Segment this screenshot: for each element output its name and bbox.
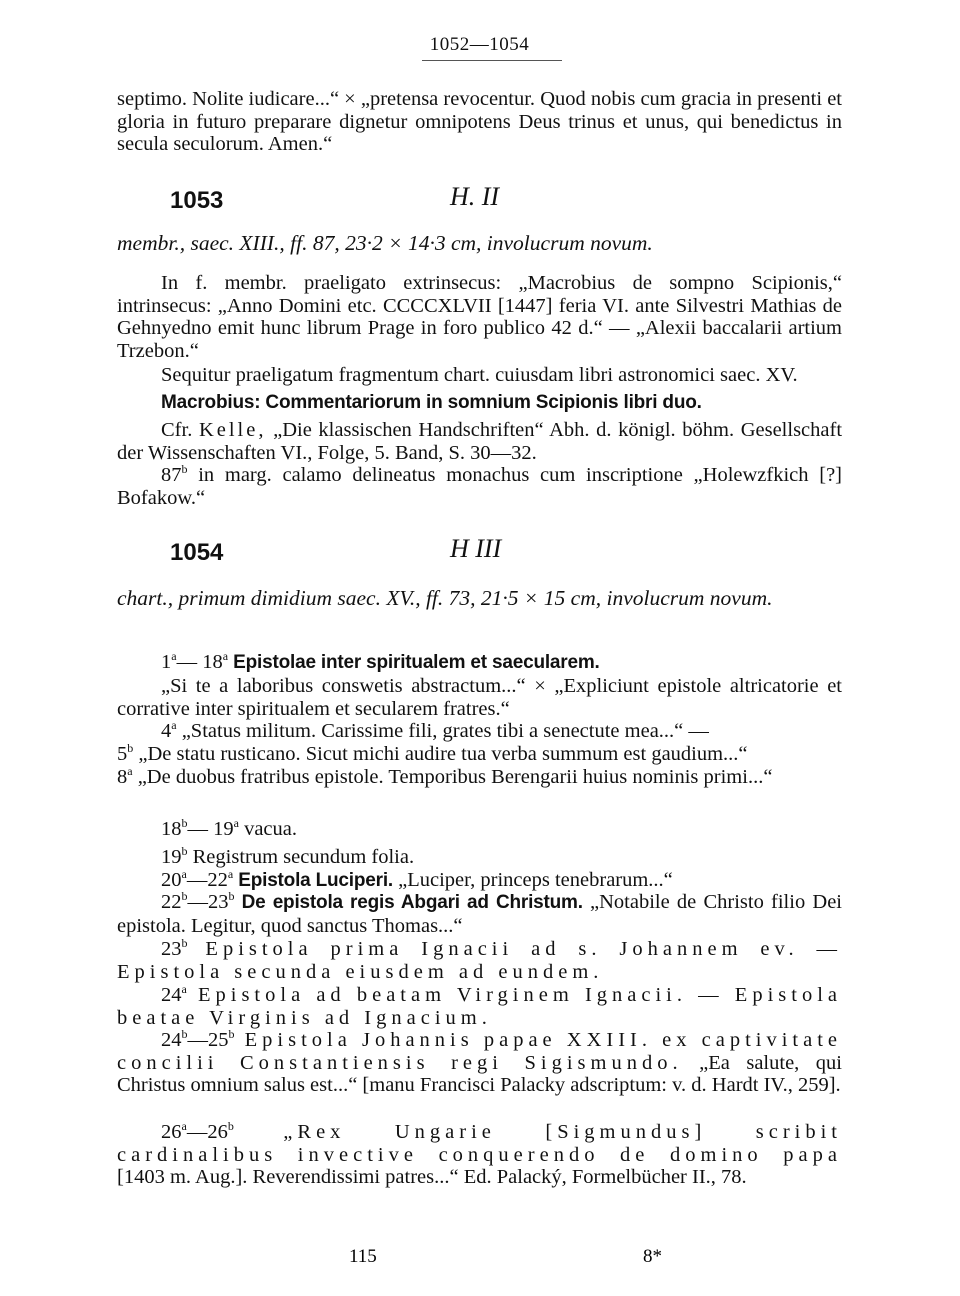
shelfmark-1053: H. II — [450, 182, 500, 211]
folio-range: —26 — [186, 1121, 228, 1143]
item-text: „De statu rusticano. Sicut michi audire tua verba summum est gaudium...“ — [133, 743, 748, 765]
item-text: „Status militum. Carissime fili, grates tibi a senectute mea...“ — — [176, 720, 709, 742]
page-number: 115 — [349, 1246, 377, 1267]
folio-side: a — [171, 649, 177, 664]
cfr-author: Kelle, — [198, 419, 267, 441]
folio-side: b — [228, 1027, 235, 1042]
cfr-1053 — [117, 419, 842, 464]
folio-ref: 24 — [161, 1029, 182, 1051]
folio-ref: 20 — [161, 869, 182, 891]
folio-ref: 1 — [161, 651, 172, 673]
folio-range: —23 — [187, 891, 229, 913]
folio-side: a — [181, 1119, 187, 1134]
prev-entry-text: septimo. Nolite iudicare...“ × „pretensa revocentur. Quod nobis cum gracia in presenti et gloria in futuro preparare dignetur omnipotens Deus trinus et unus, qui benedictus in secula seculorum. Amen.“ — [117, 88, 842, 155]
cfr-text: „Die klassischen Handschriften“ Abh. d. königl. böhm. Gesellschaft der Wissenschaften VI., Folge, 5. Band, S. 30—32. — [117, 419, 843, 464]
item-22b-23b — [117, 891, 842, 937]
folio-ref: 5 — [117, 743, 128, 765]
folio-side: a — [171, 718, 177, 733]
folio-range: —25 — [187, 1029, 229, 1051]
item-text: [1403 m. Aug.]. Reverendissimi patres...“ Ed. Palacký, Formelbücher II., 78. — [117, 1166, 747, 1188]
folio-side: b — [181, 844, 188, 859]
marginal-note-1053 — [117, 464, 842, 509]
folio-ref: 18 — [161, 818, 182, 840]
work-title: Epistola Luciperi. — [233, 870, 393, 891]
folio-side: b — [227, 1119, 234, 1134]
item-24b-25b — [117, 1029, 842, 1097]
item-8a — [117, 766, 842, 789]
folio-side: b — [181, 462, 188, 477]
item-26a-26b — [117, 1121, 842, 1189]
folio-range: — 19 — [187, 818, 234, 840]
spaced-title: Epistola ad beatam Virginem Ignacii. — Epistola beatae Virginis ad Ignacium. — [117, 984, 842, 1029]
item-text: vacua. — [238, 818, 297, 840]
folio-side: b — [127, 741, 134, 756]
folio-ref: 26 — [161, 1121, 182, 1143]
item-text: „Luciper, princeps tenebrarum...“ — [393, 869, 673, 891]
note-1053-fragment: Sequitur praeligatum fragmentum chart. cuiusdam libri astronomici saec. XV. — [161, 364, 798, 386]
item-23b — [117, 938, 842, 983]
folio-side: b — [181, 1027, 188, 1042]
folio-ref: 24 — [161, 984, 182, 1006]
folio-ref: 87 — [161, 464, 182, 486]
item-1-18 — [117, 651, 842, 675]
folio-side: a — [181, 867, 187, 882]
folio-ref: 4 — [161, 720, 172, 742]
folio-side: a — [233, 816, 239, 831]
item-text: „Notabile de Christo filio Dei epistola. Legitur, quod sanctus Thomas...“ — [117, 891, 842, 937]
title-1053: Macrobius: Commentariorum in somnium Scipionis libri duo. — [161, 392, 702, 413]
item-text: „De duobus fratribus epistole. Temporibus Berengarii huius nominis primi...“ — [132, 766, 773, 788]
description-1054: chart., primum dimidium saec. XV., ff. 73, 21·5 × 15 cm, involucrum novum. — [117, 586, 773, 610]
folio-ref: 22 — [161, 891, 182, 913]
entry-number-1054: 1054 — [170, 539, 224, 566]
signature-mark: 8* — [643, 1246, 662, 1267]
folio-side: b — [228, 889, 235, 904]
item-24a — [117, 984, 842, 1029]
entry-number-1053: 1053 — [170, 187, 224, 214]
item-text: „Ea salute, qui Christus omnium salus est...“ [manu Francisci Palacky adscriptum: v. d. Hardt IV., 259]. — [117, 1051, 843, 1096]
folio-range: —22 — [186, 869, 228, 891]
spaced-title: Epistola Johannis papae XXIII. ex captivitate concilii Constantiensis regi Sigismundo. — [117, 1029, 842, 1074]
folio-ref: 8 — [117, 766, 128, 788]
cfr-prefix: Cfr. — [161, 419, 193, 441]
work-title: De epistola regis Abgari ad Christum. — [234, 892, 583, 913]
work-title: Epistolae inter spiritualem et saecularem. — [233, 652, 600, 673]
item-19b — [117, 846, 842, 869]
note-1053-binding: In f. membr. praeligato extrinsecus: „Macrobius de sompno Scipionis,“ intrinsecus: „Anno Domini etc. CCCCXLVII [1447] feria VI. ante Silvestri Mathias de Gehnyedno emit hunc librum Prage in foro publico 42 d.“ — „Alexii baccalarii artium Trzebon.“ — [117, 272, 842, 362]
folio-side: a — [127, 764, 133, 779]
folio-side: b — [181, 816, 188, 831]
folio-range: — 18 — [176, 651, 223, 673]
header-rule — [422, 60, 562, 61]
folio-side: b — [181, 889, 188, 904]
spaced-title: „Rex Ungarie [Sigmundus] scribit cardinalibus invective conquerendo de domino papa — [117, 1121, 842, 1166]
item-20a-22a — [117, 869, 842, 893]
item-text: Registrum secundum folia. — [187, 846, 415, 868]
folio-ref: 23 — [161, 938, 182, 960]
item-1-incipit: „Si te a laboribus conswetis abstractum...“ × „Expliciunt epistole altricatorie et corrative inter spiritualem et secularem fratres.“ — [117, 675, 842, 720]
running-header: 1052—1054 — [429, 34, 530, 55]
description-1053: membr., saec. XIII., ff. 87, 23·2 × 14·3 cm, involucrum novum. — [117, 231, 653, 255]
folio-side: a — [181, 982, 187, 997]
item-18b-19a — [117, 818, 842, 841]
spaced-title: Epistola prima Ignacii ad s. Johannem ev. — Epistola secunda eiusdem ad eundem. — [117, 938, 842, 983]
folio-side: b — [181, 936, 188, 951]
marginal-text: in marg. calamo delineatus monachus cum inscriptione „Holewzfkich [?] Bofakow.“ — [117, 464, 842, 509]
folio-ref: 19 — [161, 846, 182, 868]
item-5b — [117, 743, 842, 766]
folio-side: a — [222, 649, 229, 664]
item-4a — [117, 720, 842, 743]
shelfmark-1054: H III — [450, 534, 502, 563]
folio-side: a — [227, 867, 234, 882]
